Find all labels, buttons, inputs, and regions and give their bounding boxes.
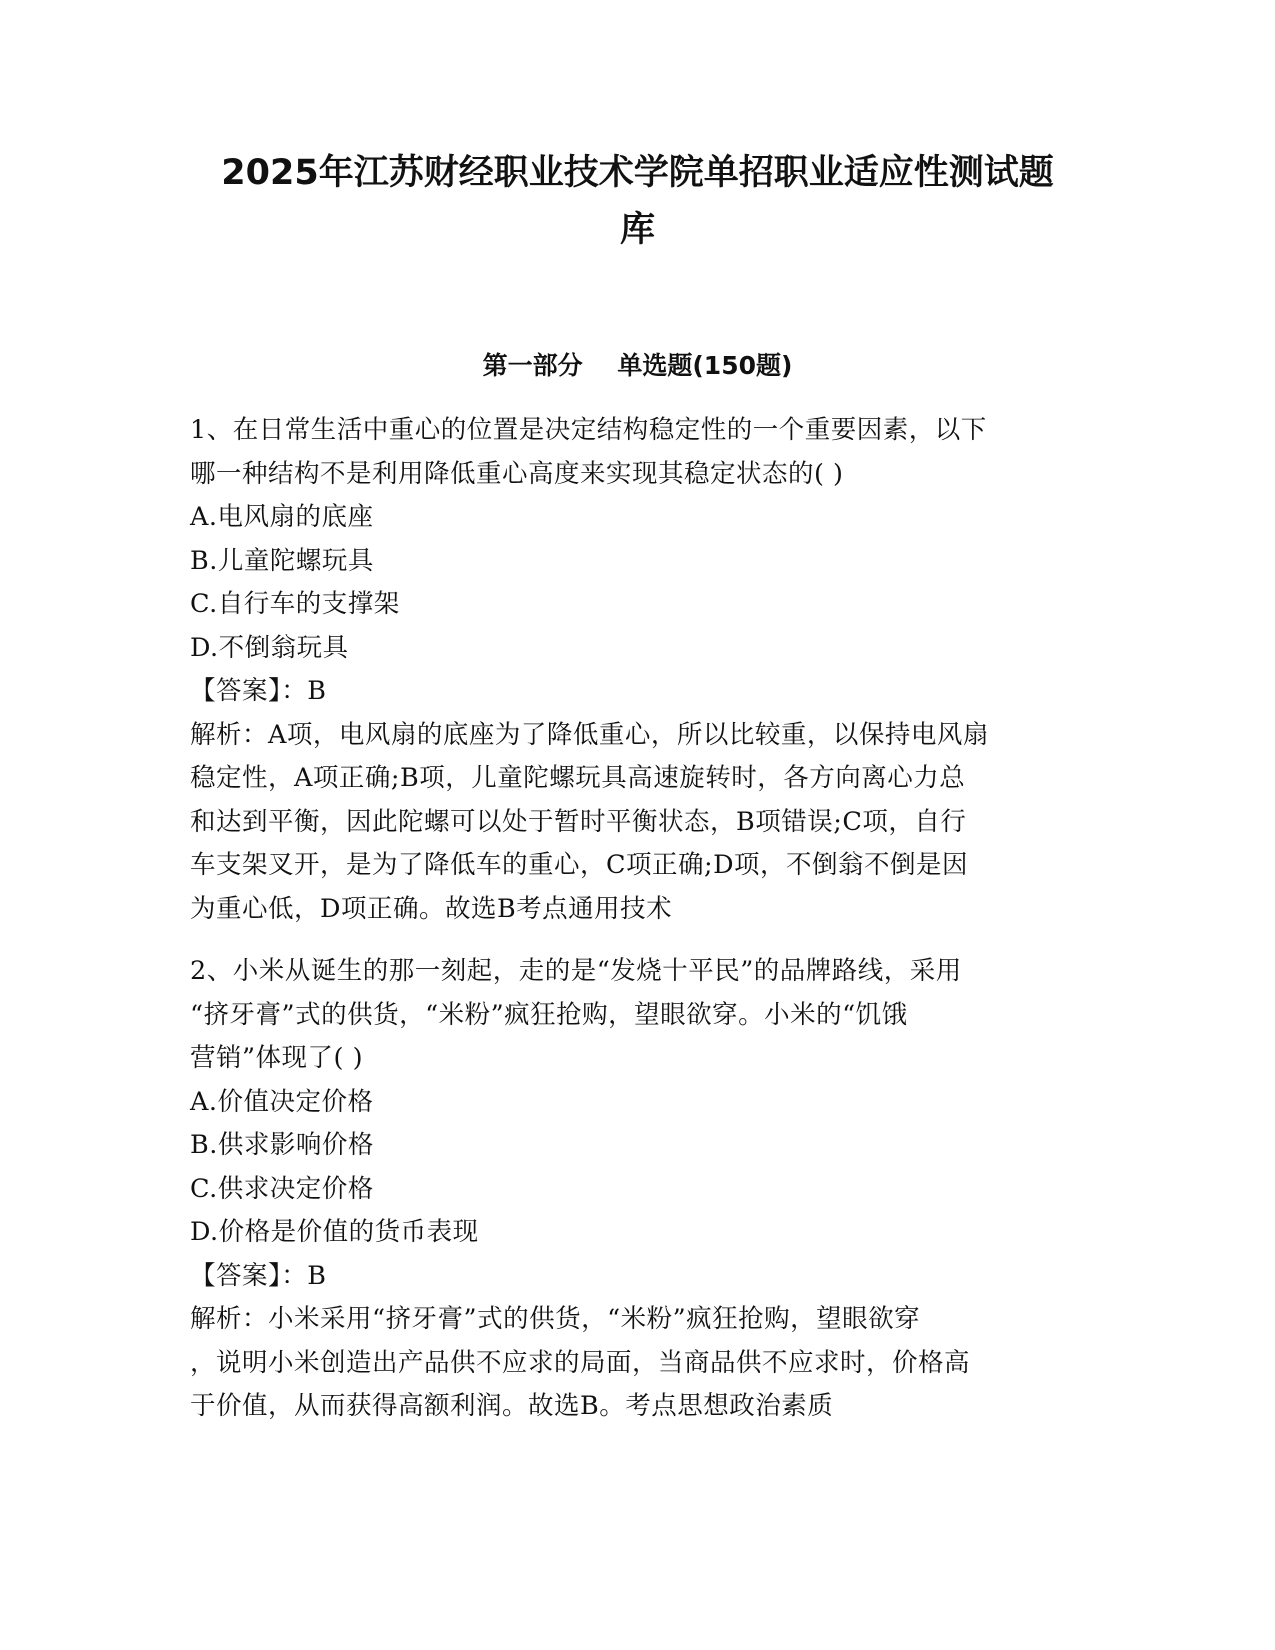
- explanation-line: 稳定性，A项正确;B项，儿童陀螺玩具高速旋转时，各方向离心力总: [190, 763, 966, 793]
- document-title-line-1: 2025年江苏财经职业技术学院单招职业适应性测试题: [221, 153, 1054, 193]
- explanation-line: 为重心低，D项正确。故选B考点通用技术: [190, 893, 673, 924]
- answer-value: B: [307, 1260, 327, 1291]
- option-b: B.供求影响价格: [190, 1130, 374, 1160]
- answer-line: [190, 1255, 1085, 1299]
- answer-line: [190, 670, 1085, 714]
- option-d: D.价格是价值的货币表现: [190, 1217, 479, 1247]
- document-title-line-2: 库: [619, 210, 655, 250]
- question-stem-line: “挤牙膏”式的供货，“米粉”疯狂抢购，望眼欲穿。小米的“饥饿: [190, 999, 908, 1030]
- answer-value: B: [307, 676, 327, 706]
- option-b: B.儿童陀螺玩具: [190, 545, 374, 576]
- document-title: [190, 145, 1085, 259]
- option-a: A.价值决定价格: [190, 1086, 374, 1117]
- explanation-line: 车支架叉开，是为了降低车的重心，C项正确;D项，不倒翁不倒是因: [190, 850, 969, 880]
- answer-label: 【答案】：: [190, 1260, 308, 1291]
- question-2: [190, 950, 1085, 1429]
- question-stem-line: 1、在日常生活中重心的位置是决定结构稳定性的一个重要因素，以下: [190, 415, 987, 445]
- answer-label: 【答案】：: [190, 676, 308, 706]
- option-a: A.电风扇的底座: [190, 502, 374, 532]
- explanation-line: ，说明小米创造出产品供不应求的局面，当商品供不应求时，价格高: [190, 1347, 971, 1378]
- explanation-line: 于价值，从而获得高额利润。故选B。考点思想政治素质: [190, 1391, 834, 1421]
- section-title: 第一部分 单选题(150题): [482, 351, 793, 380]
- question-stem-line: 2、小米从诞生的那一刻起，走的是“发烧十平民”的品牌路线，采用: [190, 956, 962, 986]
- explanation-line: 解析：A项，电风扇的底座为了降低重心，所以比较重，以保持电风扇: [190, 719, 989, 750]
- option-c: C.供求决定价格: [190, 1173, 374, 1204]
- question-stem-line: 营销”体现了( ): [190, 1043, 364, 1073]
- question-stem-line: 哪一种结构不是利用降低重心高度来实现其稳定状态的( ): [190, 458, 844, 489]
- question-1: [190, 409, 1085, 931]
- explanation-line: 和达到平衡，因此陀螺可以处于暂时平衡状态，B项错误;C项，自行: [190, 806, 967, 837]
- explanation-line: 解析：小米采用“挤牙膏”式的供货，“米粉”疯狂抢购，望眼欲穿: [190, 1304, 921, 1334]
- option-c: C.自行车的支撑架: [190, 589, 400, 619]
- option-d: D.不倒翁玩具: [190, 632, 349, 663]
